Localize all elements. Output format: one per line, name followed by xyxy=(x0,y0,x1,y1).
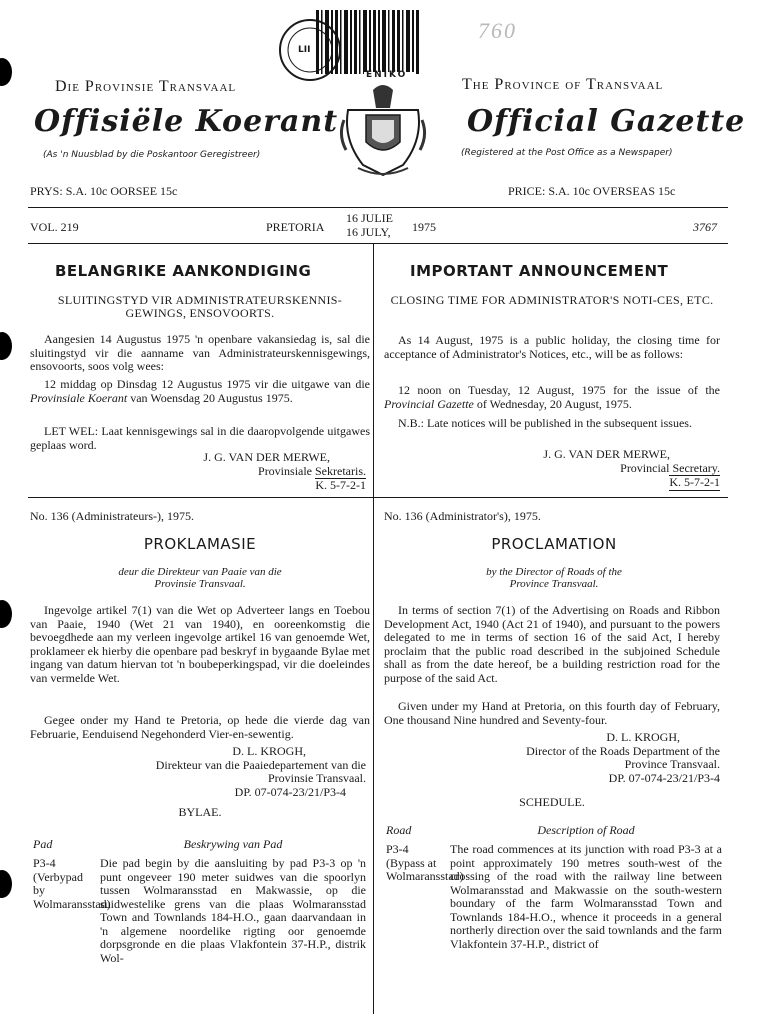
masthead-rule-1 xyxy=(28,207,728,208)
masthead-rule-2 xyxy=(28,243,728,244)
schedule-road-desc-en: The road commences at its junction with road P3-3 at a point approximately 190 metres south-west of the crossing of the road with the railway line between Wolmaransstad and Makwassie on the south-western boundary of the farm Wolmaransstad Town and Townlands 184-H.O., whence it proceeds in a general northerly direction over the said townlands and the farm Vlakfontein 37-H.P., district of xyxy=(450,842,722,951)
price-en: PRICE: S.A. 10c OVERSEAS 15c xyxy=(508,184,676,198)
schedule-title-af: BYLAE. xyxy=(178,805,222,819)
schedule-title-en: SCHEDULE. xyxy=(519,795,585,809)
schedule-col1-head-af: Pad xyxy=(33,837,53,851)
place: PRETORIA xyxy=(266,220,325,234)
announcement-subheading-af: SLUITINGSTYD VIR ADMINISTRATEURSKENNIS-GEWINGS, ENSOVOORTS. xyxy=(57,293,343,320)
announcement-p1-af: Aangesien 14 Augustus 1975 'n openbare vakansiedag is, sal die sluitingstyd vir die aanname van Administrateurskennisgewings, ensovoorts, soos volg wees: xyxy=(30,332,370,373)
masthead-note-en: (Registered at the Post Office as a Newspaper) xyxy=(461,148,673,158)
proclamation-by-en: by the Director of Roads of the Province Transvaal. xyxy=(486,566,622,590)
schedule-road-desc-af: Die pad begin by die aansluiting by pad P3-3 op 'n punt ongeveer 190 meter suidwes van die spoorlyn tussen Wolmaransstad en Makwassie, op die suidwestelike grens van die plaas Wolmaransstad Town and Townlands 184-H.O., gaan daarvandaan in 'n algemene noordelike rigting oor genoemde dorpsgronde en die plaas Vlakfontein 37-H.P., distrik Wol- xyxy=(100,856,366,965)
date-af: 16 JULIE xyxy=(346,211,393,225)
issue-number: 3767 xyxy=(693,220,717,234)
coat-of-arms-emblem xyxy=(338,80,428,180)
announcement-p1-en: As 14 August, 1975 is a public holiday, the closing time for acceptance of Administrator's Notices, etc., will be as follows: xyxy=(384,333,720,361)
announcement-p3-en: N.B.: Late notices will be published in the subsequent issues. xyxy=(398,416,692,430)
schedule-road-id-en: P3-4 (Bypass at Wolmaransstad) xyxy=(386,842,464,883)
proclamation-p1-en: In terms of section 7(1) of the Advertising on Roads and Ribbon Development Act, 1940 (Act 21 of 1940), and pursuant to the powers delegated to me in terms of section 16 of the said Act, I hereby proclaim that the public road described in the subjoined Schedule shall as from the date hereof, be a building restriction road for the purpose of the said Act. xyxy=(384,603,720,685)
proclamation-heading-af: PROKLAMASIE xyxy=(143,535,257,553)
punch-hole-1 xyxy=(0,58,12,86)
proclamation-p2-af: Gegee onder my Hand te Pretoria, op hede die vierde dag van Februarie, Eenduisend Negehonderd Vier-en-sewentig. xyxy=(30,713,370,741)
punch-hole-4 xyxy=(0,870,12,898)
proclamation-heading-en: PROCLAMATION xyxy=(491,535,617,553)
proclamation-sign-af: D. L. KROGH, Direkteur van die Paaiedepartement van die Provinsie Transvaal. DP. 07-074-23/21/P3-4 xyxy=(155,744,366,799)
announcement-p2-af: 12 middag op Dinsdag 12 Augustus 1975 vir die uitgawe van die Provinsiale Koerant van Woensdag 20 Augustus 1975. xyxy=(30,377,370,405)
proclamation-p2-en: Given under my Hand at Pretoria, on this fourth day of February, One thousand Nine hundred and Seventy-four. xyxy=(384,699,720,727)
announcement-sign-en: J. G. VAN DER MERWE, Provincial Secretary. K. 5-7-2-1 xyxy=(543,447,720,489)
announcement-sign-af: J. G. VAN DER MERWE, Provinsiale Sekretaris. K. 5-7-2-1 xyxy=(203,450,366,492)
masthead-title-af: Offisiële Koerant xyxy=(34,104,339,139)
column-divider xyxy=(373,244,374,1014)
schedule-col2-head-af: Beskrywing van Pad xyxy=(183,837,283,851)
masthead-province-en: The Province of Transvaal xyxy=(462,76,664,93)
announcement-heading-en: IMPORTANT ANNOUNCEMENT xyxy=(410,262,669,280)
proclamation-number-af: No. 136 (Administrateurs-), 1975. xyxy=(30,509,194,523)
schedule-col1-head-en: Road xyxy=(386,823,412,837)
proclamation-by-af: deur die Direkteur van Paaie van die Provinsie Transvaal. xyxy=(118,566,282,590)
proclamation-sign-en: D. L. KROGH, Director of the Roads Department of the Province Transvaal. DP. 07-074-23/21/P3-4 xyxy=(526,730,720,785)
punch-hole-2 xyxy=(0,332,12,360)
masthead-title-en: Official Gazette xyxy=(467,104,746,139)
announcement-heading-af: BELANGRIKE AANKONDIGING xyxy=(55,262,312,280)
proclamation-p1-af: Ingevolge artikel 7(1) van die Wet op Adverteer langs en Toebou van Paaie, 1940 (Wet 21 van 1940), en ooreenkomstig die bevoegdhede aan my verleen ingevolge artikel 16 van genoemde Wet, proklameer ek hierby die openbare pad beskryf in bygaande Bylae met ingang van datum hiervan tot 'n boubeperkingspad, vir die doeleindes van vermelde Wet. xyxy=(30,603,370,685)
proclamation-number-en: No. 136 (Administrator's), 1975. xyxy=(384,509,541,523)
announcement-p2-en: 12 noon on Tuesday, 12 August, 1975 for the issue of the Provincial Gazette of Wednesday, 20 August, 1975. xyxy=(384,383,720,411)
announcement-p3-af: LET WEL: Laat kennisgewings sal in die daaropvolgende uitgawes geplaas word. xyxy=(30,424,370,452)
stamp-side-text: LII xyxy=(298,45,311,55)
punch-hole-3 xyxy=(0,600,12,628)
schedule-road-id-af: P3-4 (Verbypad by Wolmaransstad) xyxy=(33,856,111,911)
date-en: 16 JULY, xyxy=(346,225,391,239)
handwritten-mark: 760 xyxy=(478,18,517,43)
stamp-text: ENIKO xyxy=(366,70,408,80)
year: 1975 xyxy=(412,220,436,234)
price-af: PRYS: S.A. 10c OORSEE 15c xyxy=(30,184,178,198)
masthead-province-af: Die Provinsie Transvaal xyxy=(55,78,237,95)
section-rule xyxy=(28,497,728,498)
masthead-note-af: (As 'n Nuusblad by die Poskantoor Geregistreer) xyxy=(43,150,261,160)
volume: VOL. 219 xyxy=(30,220,79,234)
announcement-subheading-en: CLOSING TIME FOR ADMINISTRATOR'S NOTI-CES, ETC. xyxy=(390,293,714,307)
schedule-col2-head-en: Description of Road xyxy=(537,823,635,837)
